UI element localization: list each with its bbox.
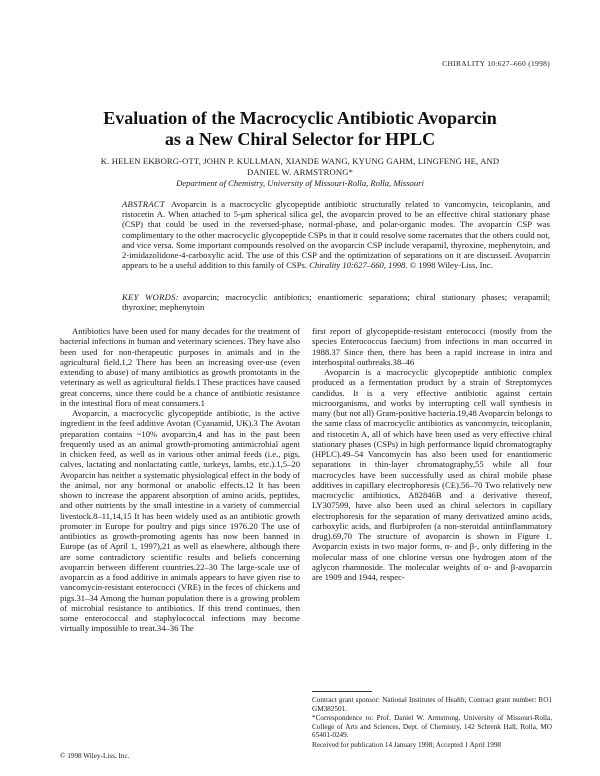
footnote-received: Received for publication 14 January 1998; Accepted 1 April 1998 [312, 740, 502, 749]
footnotes [312, 696, 552, 751]
footnote-divider [312, 691, 372, 692]
abstract-copyright: © 1998 Wiley-Liss, Inc. [409, 260, 493, 271]
footnote-grant: Contract grant sponsor: National Institutes of Health; Contract grant number: RO1 GM382501. [312, 696, 552, 713]
keywords-text: avoparcin; macrocyclic antibiotics; enantiomeric separations; chiral stationary phases; verapamil; thyroxine; mephenytoin [122, 292, 551, 313]
authors-line-1: K. HELEN EKBORG-OTT, JOHN P. KULLMAN, XIANDE WANG, KYUNG GAHM, LINGFENG HE, AND [100, 156, 500, 166]
authors-line-2: DANIEL W. ARMSTRONG* [246, 166, 354, 177]
keywords [122, 292, 550, 312]
paragraph: Avoparcin is a macrocyclic glycopeptide antibiotic complex produced as a fermentation product by a strain of Streptomyces candidus. It is a very effective antibiotic against certain microorganisms, and works by interrupting cell wall synthesis in many (but not all) Gram-positive bacteria.19,48 Avoparcin belongs to the same class of macrocyclic antibiotics as vancomycin, teicoplanin, and ristocetin A, all of which have been used as very effective chiral stationary phases (CSPs) in high performance liquid chromatography (HPLC).49–54 Vancomycin has also been used for enantiomeric separations in thin-layer chromatography,55 while all four macrocycles have been successfully used as chiral mobile phase additives in capillary electrophoresis (CE).56–70 Two relatively new macrocyclic antibiotics, A82846B and a derivative thereof, LY307599, have also been used as chiral selectors in capillary electrophoresis for the separation of many derivatized amino acids, carboxylic acids, and flurbiprofen (a non-steroidal antiinflammatory drug).69,70 The structure of avoparcin is shown in Figure 1. Avoparcin exists in two major forms, α- and β-, only differing in the molecular mass of one chlorine versus one hydrogen atom of the aglycon rhamnoside. The molecular weights of α- and β-avoparcin are 1909 and 1944, respec- [312, 367, 552, 582]
abstract-citation: Chirality 10:627–660, 1998. [309, 260, 408, 271]
keywords-label: KEY WORDS: [122, 292, 179, 302]
footnote-correspondence: *Correspondence to: Prof. Daniel W. Armstrong, University of Missouri-Rolla, College of Arts and Sciences, Dept. of Chemistry, 142 Schrenk Hall, Rolla, MO 65401-0249. [312, 714, 552, 740]
copyright-notice: © 1998 Wiley-Liss, Inc. [60, 752, 130, 760]
abstract-label: ABSTRACT [122, 199, 165, 209]
journal-header: CHIRALITY 10:627–660 (1998) [442, 59, 550, 68]
article-title [0, 108, 600, 150]
paragraph: first report of glycopeptide-resistant enterococci (mostly from the species Enterococcus faecium) from infections in man occurred in 1988.37 Since then, there has been a rapid increase in intra and interhospital outbreaks.38–46 [312, 326, 552, 367]
paragraph: Antibiotics have been used for many decades for the treatment of bacterial infections in human and veterinary sciences. They have also been used for non-therapeutic purposes in animals and in the agricultural field.1,2 There has been an increasing over-use (even extending to abuse) of many antibiotics as growth promotants in the veterinary as well as agricultural fields.1 These practices have caused great concerns, since there could be a chance of antibiotic resistance in the intestinal flora of meat consumers.1 [60, 326, 300, 408]
abstract [122, 199, 550, 270]
abstract-text: Avoparcin is a macrocyclic glycopeptide antibiotic structurally related to vancomycin, teicoplanin, and ristocetin A. When attached to 5-μm spherical silica gel, the avoparcin proved to be an effective chiral stationary phase (CSP) that could be used in the reversed-phase, normal-phase, and polar-organic modes. The avoparcin CSP was complimentary to the other macrocyclic glycopeptide CSPs in that it could resolve some racemates that the others could not, and vice versa. Some important compounds resolved on the avoparcin CSP include verapamil, thyroxine, mephenytoin, and 2-imidazolidone-4-carboxylic acid. The use of this CSP and the optimization of separations on it are discussed. Avoparcin appears to be a useful addition to this family of CSPs. [122, 199, 550, 271]
paragraph: Avoparcin, a macrocyclic glycopeptide antibiotic, is the active ingredient in the feed additive Avotan (Cyanamid, UK).3 The Avotan preparation contains ~10% avoparcin,4 and has in the past been frequently used as an animal growth-promoting antimicrobial agent in chicken feed, as well as in various other animal feeds (i.e., pigs, calves, lactating and nonlactating cattle, turkeys, lambs, etc.).1,5–20 Avoparcin has neither a systematic physiological effect in the body of the animal, nor any hormonal or anabolic effects.12 It has been shown to increase the apparent absorption of amino acids, peptides, and other nutrients by the small intestine in a variety of commercial livestock.8–11,14,15 It has been widely used as an antibiotic growth promoter in Europe for poultry and pigs since 1976.20 The use of antibiotics as growth-promoting agents has now been banned in Europe (as of April 1, 1997),21 as well as elsewhere, although there are some contradictory scientific results and beliefs concerning avoparcin between different countries.22–30 The large-scale use of avoparcin as a food additive in animals appears to have given rise to vancomycin-resistant enterococci (VRE) in the feces of chickens and pigs.31–34 Among the human population there is a growing problem of microbial resistance to antibiotics. If this trend continues, then some enterococcal and staphylococcal infections may become virtually impossible to treat.34–36 The [60, 408, 300, 634]
affiliation: Department of Chemistry, University of Missouri-Rolla, Rolla, Missouri [176, 178, 424, 188]
body-column-right [312, 326, 552, 582]
body-column-left [60, 326, 300, 634]
title-line-2: as a New Chiral Selector for HPLC [164, 129, 436, 149]
title-line-1: Evaluation of the Macrocyclic Antibiotic Avoparcin [103, 108, 497, 128]
author-list [60, 156, 540, 177]
